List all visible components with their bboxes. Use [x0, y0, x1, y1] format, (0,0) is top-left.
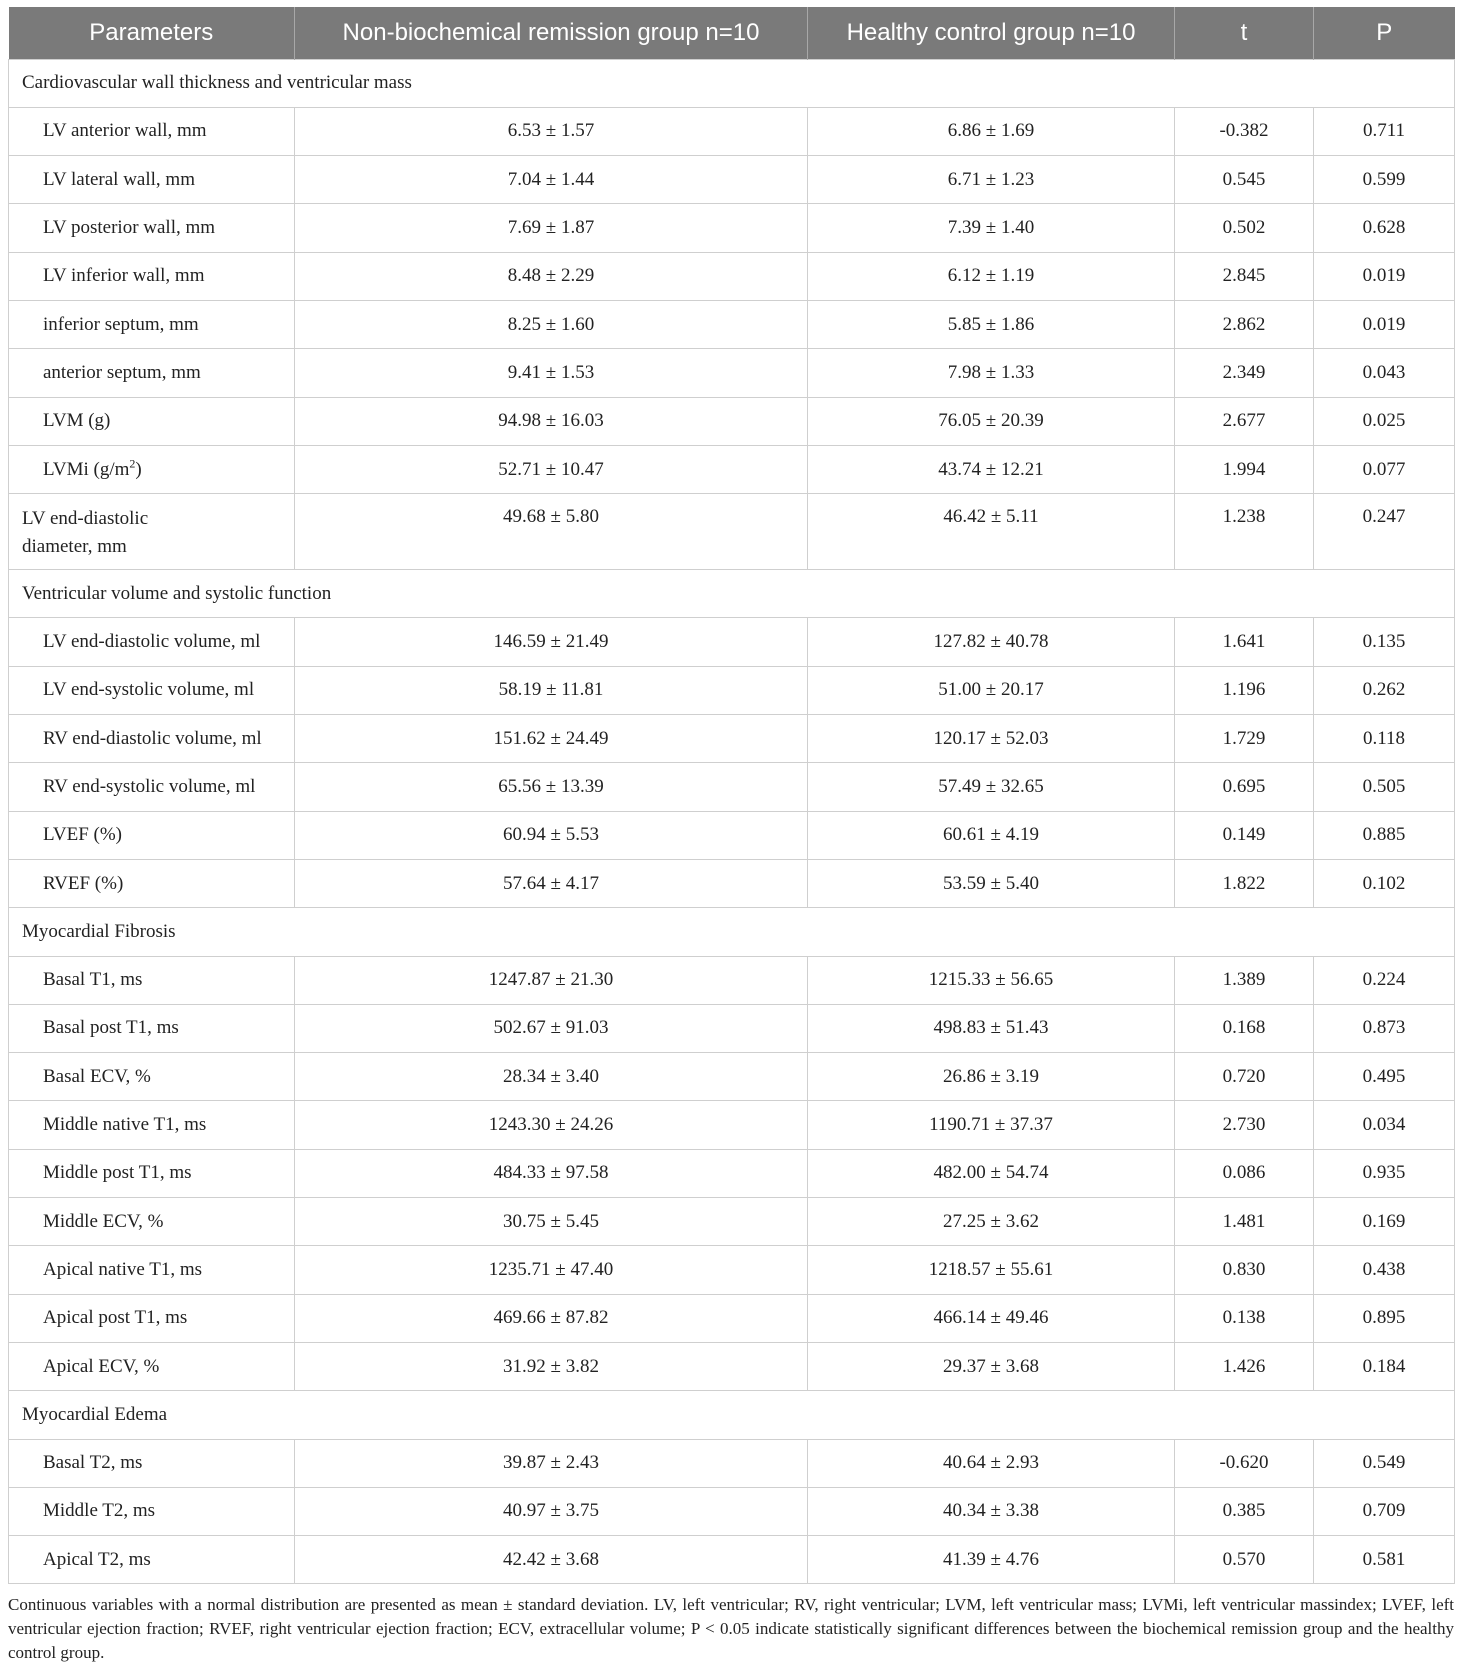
p-value: 0.711 [1314, 107, 1455, 155]
non-biochemical-remission-value: 58.19 ± 11.81 [295, 666, 808, 714]
healthy-control-value: 60.61 ± 4.19 [808, 811, 1175, 859]
table-row [9, 956, 1455, 1004]
non-biochemical-remission-value: 65.56 ± 13.39 [295, 763, 808, 811]
table-row [9, 494, 1455, 570]
t-value: 1.426 [1175, 1342, 1314, 1390]
section-title: Myocardial Fibrosis [9, 908, 1455, 956]
table-row [9, 763, 1455, 811]
healthy-control-value: 498.83 ± 51.43 [808, 1004, 1175, 1052]
p-value: 0.549 [1314, 1439, 1455, 1487]
table-row [9, 397, 1455, 445]
t-value: 1.238 [1175, 494, 1314, 570]
non-biochemical-remission-value: 31.92 ± 3.82 [295, 1342, 808, 1390]
p-value: 0.077 [1314, 445, 1455, 493]
parameter-cell: Apical native T1, ms [9, 1246, 295, 1294]
non-biochemical-remission-value: 7.04 ± 1.44 [295, 156, 808, 204]
header-non-biochemical-remission: Non-biochemical remission group n=10 [295, 7, 808, 59]
non-biochemical-remission-value: 9.41 ± 1.53 [295, 349, 808, 397]
parameter-cell: LVEF (%) [9, 811, 295, 859]
table-row [9, 1004, 1455, 1052]
healthy-control-value: 27.25 ± 3.62 [808, 1198, 1175, 1246]
t-value: 0.502 [1175, 204, 1314, 252]
healthy-control-value: 57.49 ± 32.65 [808, 763, 1175, 811]
healthy-control-value: 53.59 ± 5.40 [808, 859, 1175, 907]
non-biochemical-remission-value: 469.66 ± 87.82 [295, 1294, 808, 1342]
parameter-cell: Basal T2, ms [9, 1439, 295, 1487]
p-value: 0.184 [1314, 1342, 1455, 1390]
table-row [9, 1342, 1455, 1390]
parameter-cell: RV end-diastolic volume, ml [9, 715, 295, 763]
p-value: 0.118 [1314, 715, 1455, 763]
non-biochemical-remission-value: 151.62 ± 24.49 [295, 715, 808, 763]
non-biochemical-remission-value: 49.68 ± 5.80 [295, 494, 808, 570]
t-value: 0.570 [1175, 1536, 1314, 1584]
table-row [9, 445, 1455, 493]
non-biochemical-remission-value: 8.48 ± 2.29 [295, 252, 808, 300]
p-value: 0.495 [1314, 1053, 1455, 1101]
table-row [9, 107, 1455, 155]
healthy-control-value: 6.12 ± 1.19 [808, 252, 1175, 300]
healthy-control-value: 41.39 ± 4.76 [808, 1536, 1175, 1584]
section-title: Cardiovascular wall thickness and ventricular mass [9, 59, 1455, 107]
table-body [9, 59, 1455, 1584]
t-value: -0.620 [1175, 1439, 1314, 1487]
non-biochemical-remission-value: 52.71 ± 10.47 [295, 445, 808, 493]
t-value: 0.168 [1175, 1004, 1314, 1052]
parameter-cell: Basal T1, ms [9, 956, 295, 1004]
healthy-control-value: 1215.33 ± 56.65 [808, 956, 1175, 1004]
section-title: Myocardial Edema [9, 1391, 1455, 1439]
parameter-cell: Middle native T1, ms [9, 1101, 295, 1149]
parameter-cell [9, 445, 295, 493]
t-value: 2.730 [1175, 1101, 1314, 1149]
table-row [9, 1198, 1455, 1246]
non-biochemical-remission-value: 502.67 ± 91.03 [295, 1004, 808, 1052]
table-row [9, 349, 1455, 397]
parameter-cell: Apical ECV, % [9, 1342, 295, 1390]
t-value: -0.382 [1175, 107, 1314, 155]
table-row [9, 859, 1455, 907]
p-value: 0.043 [1314, 349, 1455, 397]
parameter-cell: LV inferior wall, mm [9, 252, 295, 300]
t-value: 0.385 [1175, 1487, 1314, 1535]
healthy-control-value: 7.39 ± 1.40 [808, 204, 1175, 252]
p-value: 0.505 [1314, 763, 1455, 811]
table-row [9, 1294, 1455, 1342]
parameter-cell: LV posterior wall, mm [9, 204, 295, 252]
parameter-cell: anterior septum, mm [9, 349, 295, 397]
healthy-control-value: 51.00 ± 20.17 [808, 666, 1175, 714]
parameter-cell: Apical post T1, ms [9, 1294, 295, 1342]
t-value: 2.677 [1175, 397, 1314, 445]
healthy-control-value: 466.14 ± 49.46 [808, 1294, 1175, 1342]
p-value: 0.019 [1314, 252, 1455, 300]
t-value: 2.862 [1175, 300, 1314, 348]
table-row [9, 1536, 1455, 1584]
non-biochemical-remission-value: 60.94 ± 5.53 [295, 811, 808, 859]
table-row [9, 666, 1455, 714]
table-container [8, 7, 1454, 1665]
non-biochemical-remission-value: 6.53 ± 1.57 [295, 107, 808, 155]
non-biochemical-remission-value: 57.64 ± 4.17 [295, 859, 808, 907]
t-value: 2.845 [1175, 252, 1314, 300]
table-row [9, 156, 1455, 204]
parameter-cell: LV end-diastolic volume, ml [9, 618, 295, 666]
parameter-cell: Basal ECV, % [9, 1053, 295, 1101]
healthy-control-value: 29.37 ± 3.68 [808, 1342, 1175, 1390]
non-biochemical-remission-value: 146.59 ± 21.49 [295, 618, 808, 666]
t-value: 0.086 [1175, 1149, 1314, 1197]
parameter-label: LVMi (g/m [43, 458, 130, 480]
p-value: 0.019 [1314, 300, 1455, 348]
table-row [9, 618, 1455, 666]
table-row [9, 1053, 1455, 1101]
results-table [8, 7, 1455, 1584]
t-value: 1.481 [1175, 1198, 1314, 1246]
parameter-line: LV end-diastolic [22, 508, 149, 530]
table-row [9, 1101, 1455, 1149]
parameter-cell: Middle post T1, ms [9, 1149, 295, 1197]
t-value: 0.830 [1175, 1246, 1314, 1294]
healthy-control-value: 6.86 ± 1.69 [808, 107, 1175, 155]
non-biochemical-remission-value: 1235.71 ± 47.40 [295, 1246, 808, 1294]
non-biochemical-remission-value: 28.34 ± 3.40 [295, 1053, 808, 1101]
table-row [9, 252, 1455, 300]
table-row [9, 1439, 1455, 1487]
p-value: 0.135 [1314, 618, 1455, 666]
healthy-control-value: 482.00 ± 54.74 [808, 1149, 1175, 1197]
t-value: 0.720 [1175, 1053, 1314, 1101]
header-parameters: Parameters [9, 7, 295, 59]
healthy-control-value: 46.42 ± 5.11 [808, 494, 1175, 570]
healthy-control-value: 127.82 ± 40.78 [808, 618, 1175, 666]
t-value: 1.822 [1175, 859, 1314, 907]
non-biochemical-remission-value: 7.69 ± 1.87 [295, 204, 808, 252]
parameter-cell: LV lateral wall, mm [9, 156, 295, 204]
t-value: 1.729 [1175, 715, 1314, 763]
parameter-cell: RVEF (%) [9, 859, 295, 907]
p-value: 0.034 [1314, 1101, 1455, 1149]
healthy-control-value: 26.86 ± 3.19 [808, 1053, 1175, 1101]
p-value: 0.224 [1314, 956, 1455, 1004]
p-value: 0.581 [1314, 1536, 1455, 1584]
table-row [9, 811, 1455, 859]
p-value: 0.935 [1314, 1149, 1455, 1197]
non-biochemical-remission-value: 42.42 ± 3.68 [295, 1536, 808, 1584]
header-p: P [1314, 7, 1455, 59]
section-row [9, 59, 1455, 107]
parameter-line: diameter, mm [22, 536, 127, 558]
non-biochemical-remission-value: 94.98 ± 16.03 [295, 397, 808, 445]
p-value: 0.895 [1314, 1294, 1455, 1342]
p-value: 0.628 [1314, 204, 1455, 252]
healthy-control-value: 40.64 ± 2.93 [808, 1439, 1175, 1487]
parameter-cell: Middle T2, ms [9, 1487, 295, 1535]
t-value: 0.138 [1175, 1294, 1314, 1342]
parameter-cell: RV end-systolic volume, ml [9, 763, 295, 811]
healthy-control-value: 5.85 ± 1.86 [808, 300, 1175, 348]
parameter-suffix: ) [135, 458, 142, 480]
parameter-cell: Middle ECV, % [9, 1198, 295, 1246]
t-value: 1.196 [1175, 666, 1314, 714]
table-header [9, 7, 1455, 59]
table-row [9, 715, 1455, 763]
p-value: 0.438 [1314, 1246, 1455, 1294]
t-value: 0.149 [1175, 811, 1314, 859]
healthy-control-value: 120.17 ± 52.03 [808, 715, 1175, 763]
t-value: 0.695 [1175, 763, 1314, 811]
p-value: 0.885 [1314, 811, 1455, 859]
section-row [9, 570, 1455, 618]
p-value: 0.247 [1314, 494, 1455, 570]
parameter-cell: inferior septum, mm [9, 300, 295, 348]
non-biochemical-remission-value: 30.75 ± 5.45 [295, 1198, 808, 1246]
table-footnote: Continuous variables with a normal distribution are presented as mean ± standard deviation. LV, left ventricular; RV, right ventricular; LVM, left ventricular mass; LVMi, left ventricular massindex; LVEF, left ventricular ejection fraction; RVEF, right ventricular ejection fraction; ECV, extracellular volume; P < 0.05 indicate statistically significant differences between the biochemical remission group and the healthy control group. [8, 1595, 1454, 1663]
parameter-cell: LVM (g) [9, 397, 295, 445]
t-value: 1.641 [1175, 618, 1314, 666]
p-value: 0.102 [1314, 859, 1455, 907]
non-biochemical-remission-value: 40.97 ± 3.75 [295, 1487, 808, 1535]
parameter-cell: LV anterior wall, mm [9, 107, 295, 155]
parameter-superscript: 2 [129, 456, 136, 471]
p-value: 0.709 [1314, 1487, 1455, 1535]
p-value: 0.262 [1314, 666, 1455, 714]
healthy-control-value: 6.71 ± 1.23 [808, 156, 1175, 204]
header-row [9, 7, 1455, 59]
healthy-control-value: 40.34 ± 3.38 [808, 1487, 1175, 1535]
p-value: 0.599 [1314, 156, 1455, 204]
t-value: 1.994 [1175, 445, 1314, 493]
non-biochemical-remission-value: 8.25 ± 1.60 [295, 300, 808, 348]
table-row [9, 1149, 1455, 1197]
non-biochemical-remission-value: 1243.30 ± 24.26 [295, 1101, 808, 1149]
t-value: 1.389 [1175, 956, 1314, 1004]
healthy-control-value: 1190.71 ± 37.37 [808, 1101, 1175, 1149]
t-value: 0.545 [1175, 156, 1314, 204]
table-row [9, 204, 1455, 252]
p-value: 0.169 [1314, 1198, 1455, 1246]
parameter-cell [9, 494, 295, 570]
table-row [9, 300, 1455, 348]
t-value: 2.349 [1175, 349, 1314, 397]
header-t: t [1175, 7, 1314, 59]
parameter-cell: Apical T2, ms [9, 1536, 295, 1584]
non-biochemical-remission-value: 484.33 ± 97.58 [295, 1149, 808, 1197]
parameter-cell: LV end-systolic volume, ml [9, 666, 295, 714]
non-biochemical-remission-value: 1247.87 ± 21.30 [295, 956, 808, 1004]
p-value: 0.025 [1314, 397, 1455, 445]
healthy-control-value: 7.98 ± 1.33 [808, 349, 1175, 397]
section-row [9, 1391, 1455, 1439]
healthy-control-value: 76.05 ± 20.39 [808, 397, 1175, 445]
parameter-cell: Basal post T1, ms [9, 1004, 295, 1052]
healthy-control-value: 1218.57 ± 55.61 [808, 1246, 1175, 1294]
table-row [9, 1246, 1455, 1294]
section-row [9, 908, 1455, 956]
section-title: Ventricular volume and systolic function [9, 570, 1455, 618]
header-healthy-control: Healthy control group n=10 [808, 7, 1175, 59]
p-value: 0.873 [1314, 1004, 1455, 1052]
table-row [9, 1487, 1455, 1535]
healthy-control-value: 43.74 ± 12.21 [808, 445, 1175, 493]
non-biochemical-remission-value: 39.87 ± 2.43 [295, 1439, 808, 1487]
